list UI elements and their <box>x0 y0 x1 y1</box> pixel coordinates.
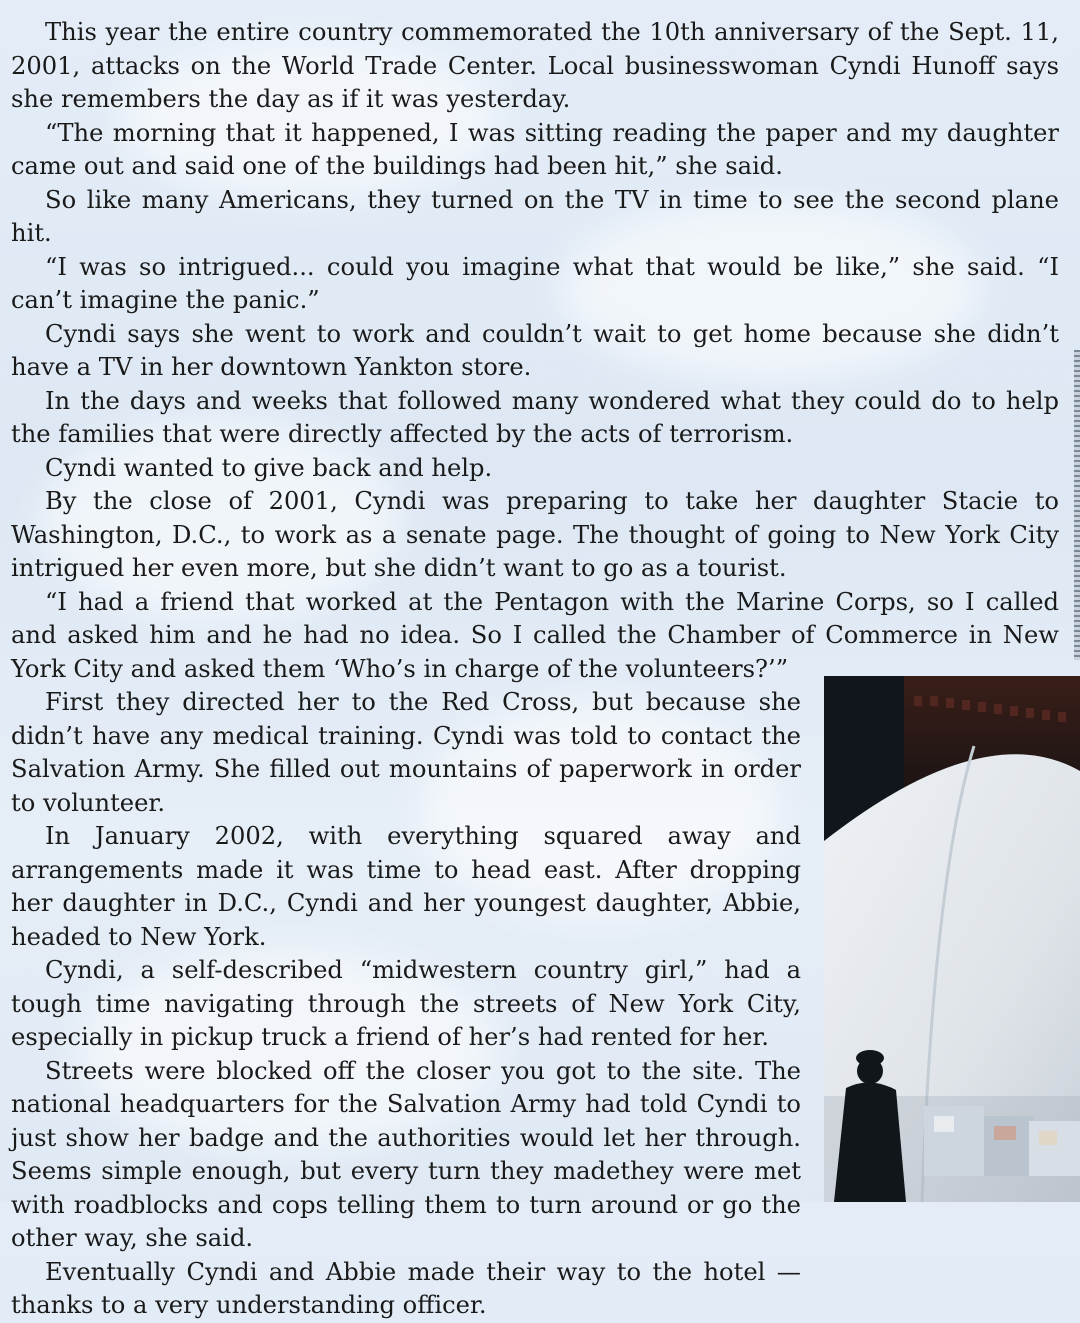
article-paragraph: Cyndi says she went to work and couldn’t wait to get home because she didn’t have a TV in her downtown Yankton store. <box>11 319 1059 381</box>
article-paragraph: First they directed her to the Red Cross, but because she didn’t have any medical training. Cyndi was told to contact the Salvation Army. She filled out mountains of paperwork in order to volunteer. <box>11 688 801 817</box>
article-paragraph: Streets were blocked off the closer you got to the site. The national headquarters for the Salvation Army had told Cyndi to just show her badge and the authorities would let her through. Seems simple enough, but every turn they madethey were met with roadblocks and cops telling them to turn around or go the other way, she said. <box>11 1056 801 1252</box>
article-paragraph: Eventually Cyndi and Abbie made their way to the hotel — thanks to a very understanding officer. <box>11 1257 801 1319</box>
article-paragraph: “I had a friend that worked at the Pentagon with the Marine Corps, so I called and asked him and he had no idea. So I called the Chamber of Commerce in New York City and asked them ‘Who’s in charge of the volunteers?’” <box>11 587 1059 683</box>
article-paragraph: In January 2002, with everything squared away and arrangements made it was time to head east. After dropping her daughter in D.C., Cyndi and her youngest daughter, Abbie, headed to New York. <box>11 822 801 951</box>
article-paragraph: So like many Americans, they turned on the TV in time to see the second plane hit. <box>11 185 1059 247</box>
article-paragraph: This year the entire country commemorated the 10th anniversary of the Sept. 11, 2001, attacks on the World Trade Center. Local businesswoman Cyndi Hunoff says she remembers the day as if it was yesterday. <box>11 18 1059 113</box>
article-body <box>11 16 1059 1323</box>
article-narrow-column <box>11 686 1059 1323</box>
article-paragraph: Cyndi, a self-described “midwestern country girl,” had a tough time navigating through the streets of New York City, especially in pickup truck a friend of her’s had rented for her. <box>11 956 801 1051</box>
article-paragraph: In the days and weeks that followed many wondered what they could do to help the families that were directly affected by the acts of terrorism. <box>11 386 1059 448</box>
article-paragraph: By the close of 2001, Cyndi was preparing to take her daughter Stacie to Washington, D.C., to work as a senate page. The thought of going to New York City intrigued her even more, but she didn’t want to go as a tourist. <box>11 487 1059 582</box>
article-paragraph: “The morning that it happened, I was sitting reading the paper and my daughter came out and said one of the buildings had been hit,” she said. <box>11 118 1059 180</box>
article-paragraph: “I was so intrigued... could you imagine what that would be like,” she said. “I can’t imagine the panic.” <box>11 252 1059 314</box>
edge-photo-strip <box>1074 350 1080 660</box>
article-paragraph: Cyndi wanted to give back and help. <box>45 453 493 482</box>
